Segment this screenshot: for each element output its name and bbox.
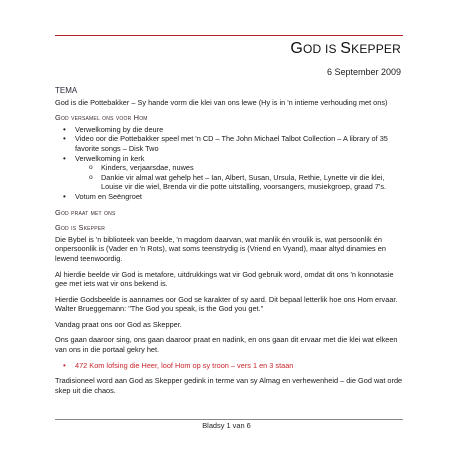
page-number: Bladsy 1 van 6 [202, 421, 251, 430]
skepper-paragraph-5: Ons gaan daaroor sing, ons gaan daaroor praat en nadink, en ons gaan dit ervaar met die klei wat elkeen van ons in die portaal gekry het. [55, 335, 398, 355]
list-item: • Verwelkoming by die deure [55, 125, 405, 135]
skepper-paragraph-1: Die Bybel is 'n biblioteek van beelde, 'n magdom daarvan, wat manlik én vroulik is, wat persoonlik én onpersoonlik is (Vader en 'n Rots), wat soms teenstrydig is (Vriend en Vyand), maar altyd dinamies en lewend teenwoordig. [55, 234, 386, 263]
list-item: • Votum en Seëngroet [55, 192, 405, 202]
versamel-sublist [55, 163, 405, 192]
sub-list-item: o Dankie vir almal wat gehelp het – Ian, Albert, Susan, Ursula, Rethie, Lynette vir die klei, Louise vir die wiel, Brenda vir die potte uitstalling, voorsangers, musiekgroep, graad 7's. [55, 173, 405, 192]
page-title: GOD IS SKEPPER [290, 40, 401, 57]
footer-rule [55, 419, 403, 420]
versamel-list-end [55, 192, 405, 202]
top-rule [55, 35, 403, 36]
skepper-paragraph-6: Tradisioneel word aan God as Skepper gedink in terme van sy Almag en verhewenheid – die God wat orde skep uit die chaos. [55, 376, 403, 395]
skepper-paragraph-2: Al hierdie beelde vir God is metafore, uitdrukkings wat vir God gebruik word, omdat dit ons 'n konnotasie gee met iets wat vir ons bekend is. [55, 269, 394, 289]
song-list [55, 361, 405, 371]
praat-heading: God praat met ons [55, 207, 116, 217]
tema-text: God is die Pottebakker – Sy hande vorm die klei van ons lewe (Hy is in 'n intieme verhouding met ons) [55, 97, 388, 107]
document-body [55, 86, 405, 401]
document-date: 6 September 2009 [326, 67, 401, 77]
versamel-list [55, 125, 405, 163]
song-item: • 472 Kom lofsing die Heer, loof Hom op sy troon – vers 1 en 3 staan [55, 361, 405, 371]
tema-heading: TEMA [55, 86, 78, 95]
skepper-paragraph-3: Hierdie Godsbeelde is aannames oor God se karakter of sy aard. Dit bepaal letterlik hoe ons Hom ervaar. Walter Brueggemann: "The God you speak, is the God you get." [55, 294, 398, 314]
sub-list-item: o Kinders, verjaarsdae, nuwes [55, 163, 405, 173]
versamel-heading: God versamel ons voor Hom [55, 113, 148, 123]
skepper-heading: God is Skepper [55, 223, 106, 233]
list-item: • Video oor die Pottebakker speel met 'n CD – The John Michael Talbot Collection – A library of 35 favorite songs – Disk Two [55, 134, 405, 153]
list-item: • Verwelkoming in kerk [55, 154, 405, 164]
skepper-paragraph-4: Vandag praat ons oor God as Skepper. [55, 319, 182, 329]
